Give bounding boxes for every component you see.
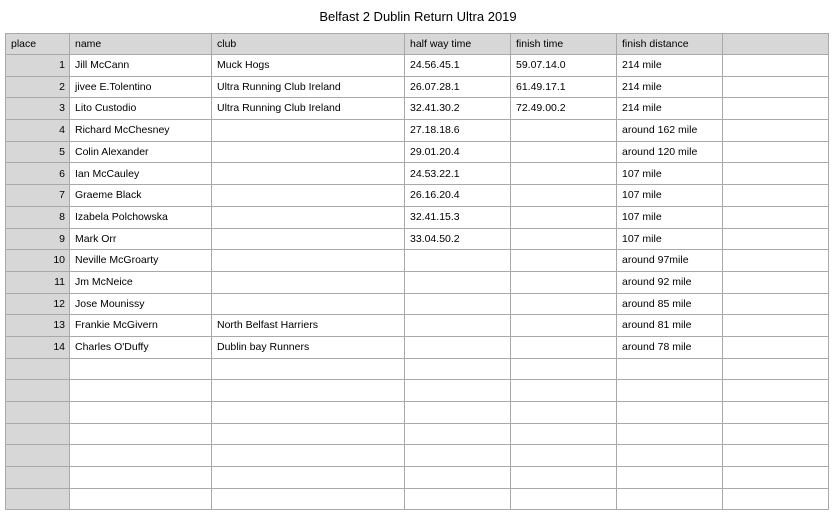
club-cell[interactable] [212, 163, 405, 185]
name-cell[interactable]: Lito Custodio [70, 98, 212, 120]
blank-cell[interactable] [70, 467, 212, 489]
blank-cell[interactable] [723, 228, 829, 250]
blank-cell[interactable] [617, 358, 723, 380]
half-way-time-cell[interactable]: 29.01.20.4 [405, 141, 511, 163]
half-way-time-cell[interactable]: 26.07.28.1 [405, 76, 511, 98]
blank-cell[interactable] [70, 488, 212, 510]
name-cell[interactable]: Jill McCann [70, 55, 212, 77]
empty-row [6, 423, 829, 445]
table-row [6, 271, 829, 293]
results-table [5, 33, 829, 510]
blank-cell[interactable] [70, 445, 212, 467]
header-row [6, 34, 829, 55]
table-row [6, 98, 829, 120]
club-cell[interactable] [212, 141, 405, 163]
name-cell[interactable]: Neville McGroarty [70, 250, 212, 272]
blank-cell[interactable] [511, 358, 617, 380]
table-row [6, 76, 829, 98]
half-way-time-cell[interactable]: 26.16.20.4 [405, 185, 511, 207]
table-row [6, 250, 829, 272]
blank-cell[interactable] [511, 488, 617, 510]
finish-time-cell[interactable]: 61.49.17.1 [511, 76, 617, 98]
blank-cell[interactable] [511, 467, 617, 489]
finish-distance-cell[interactable]: 214 mile [617, 55, 723, 77]
half-way-time-cell[interactable]: 24.53.22.1 [405, 163, 511, 185]
place-cell[interactable] [6, 445, 70, 467]
name-cell[interactable]: Ian McCauley [70, 163, 212, 185]
finish-time-cell[interactable] [511, 185, 617, 207]
blank-cell[interactable] [723, 467, 829, 489]
place-cell[interactable]: 7 [6, 185, 70, 207]
blank-cell[interactable] [723, 423, 829, 445]
finish-distance-cell[interactable]: 107 mile [617, 228, 723, 250]
table-row [6, 185, 829, 207]
finish-distance-cell[interactable]: around 78 mile [617, 336, 723, 358]
place-cell[interactable]: 14 [6, 336, 70, 358]
finish-distance-cell[interactable]: around 92 mile [617, 271, 723, 293]
column-header-finish-distance[interactable]: finish distance [617, 34, 723, 55]
finish-distance-cell[interactable]: around 81 mile [617, 315, 723, 337]
blank-cell[interactable] [405, 358, 511, 380]
blank-cell[interactable] [723, 445, 829, 467]
finish-distance-cell[interactable]: 214 mile [617, 98, 723, 120]
blank-cell[interactable] [405, 423, 511, 445]
place-cell[interactable]: 12 [6, 293, 70, 315]
finish-time-cell[interactable] [511, 336, 617, 358]
name-cell[interactable]: Izabela Polchowska [70, 206, 212, 228]
half-way-time-cell[interactable]: 32.41.15.3 [405, 206, 511, 228]
club-cell[interactable]: Dublin bay Runners [212, 336, 405, 358]
place-cell[interactable] [6, 467, 70, 489]
empty-row [6, 358, 829, 380]
place-cell[interactable] [6, 358, 70, 380]
blank-cell[interactable] [212, 445, 405, 467]
name-cell[interactable]: Jose Mounissy [70, 293, 212, 315]
blank-cell[interactable] [511, 445, 617, 467]
name-cell[interactable]: jivee E.Tolentino [70, 76, 212, 98]
club-cell[interactable]: North Belfast Harriers [212, 315, 405, 337]
blank-cell[interactable] [723, 315, 829, 337]
blank-cell[interactable] [212, 467, 405, 489]
finish-time-cell[interactable]: 72.49.00.2 [511, 98, 617, 120]
table-row [6, 293, 829, 315]
finish-distance-cell[interactable]: around 120 mile [617, 141, 723, 163]
empty-row [6, 380, 829, 402]
finish-time-cell[interactable] [511, 271, 617, 293]
blank-cell[interactable] [723, 98, 829, 120]
place-cell[interactable]: 11 [6, 271, 70, 293]
column-header-club[interactable]: club [212, 34, 405, 55]
blank-cell[interactable] [617, 467, 723, 489]
half-way-time-cell[interactable]: 27.18.18.6 [405, 120, 511, 142]
blank-cell[interactable] [723, 55, 829, 77]
blank-cell[interactable] [70, 380, 212, 402]
blank-cell[interactable] [212, 380, 405, 402]
club-cell[interactable] [212, 228, 405, 250]
blank-cell[interactable] [723, 488, 829, 510]
blank-cell[interactable] [511, 380, 617, 402]
blank-cell[interactable] [405, 380, 511, 402]
club-cell[interactable] [212, 120, 405, 142]
half-way-time-cell[interactable] [405, 315, 511, 337]
blank-cell[interactable] [212, 488, 405, 510]
blank-cell[interactable] [723, 76, 829, 98]
finish-time-cell[interactable] [511, 163, 617, 185]
finish-time-cell[interactable] [511, 141, 617, 163]
club-cell[interactable] [212, 271, 405, 293]
table-row [6, 55, 829, 77]
place-cell[interactable] [6, 402, 70, 424]
half-way-time-cell[interactable]: 24.56.45.1 [405, 55, 511, 77]
column-header-half-way-time[interactable]: half way time [405, 34, 511, 55]
finish-time-cell[interactable] [511, 293, 617, 315]
half-way-time-cell[interactable] [405, 250, 511, 272]
table-row [6, 315, 829, 337]
table-row [6, 163, 829, 185]
place-cell[interactable]: 8 [6, 206, 70, 228]
finish-distance-cell[interactable]: around 97mile [617, 250, 723, 272]
place-cell[interactable] [6, 488, 70, 510]
name-cell[interactable]: Frankie McGivern [70, 315, 212, 337]
half-way-time-cell[interactable]: 33.04.50.2 [405, 228, 511, 250]
table-body [6, 34, 829, 510]
club-cell[interactable] [212, 206, 405, 228]
blank-cell[interactable] [405, 445, 511, 467]
club-cell[interactable]: Ultra Running Club Ireland [212, 76, 405, 98]
table-row [6, 336, 829, 358]
name-cell[interactable]: Richard McChesney [70, 120, 212, 142]
half-way-time-cell[interactable] [405, 271, 511, 293]
place-cell[interactable]: 6 [6, 163, 70, 185]
column-header-name[interactable]: name [70, 34, 212, 55]
club-cell[interactable] [212, 250, 405, 272]
name-cell[interactable]: Mark Orr [70, 228, 212, 250]
blank-cell[interactable] [405, 467, 511, 489]
table-row [6, 228, 829, 250]
place-cell[interactable]: 10 [6, 250, 70, 272]
blank-cell[interactable] [723, 358, 829, 380]
page-title: Belfast 2 Dublin Return Ultra 2019 [319, 9, 517, 24]
half-way-time-cell[interactable] [405, 293, 511, 315]
place-cell[interactable] [6, 423, 70, 445]
finish-time-cell[interactable]: 59.07.14.0 [511, 55, 617, 77]
finish-distance-cell[interactable]: around 85 mile [617, 293, 723, 315]
blank-cell[interactable] [723, 163, 829, 185]
blank-cell[interactable] [70, 358, 212, 380]
place-cell[interactable]: 1 [6, 55, 70, 77]
name-cell[interactable]: Colin Alexander [70, 141, 212, 163]
place-cell[interactable]: 5 [6, 141, 70, 163]
finish-distance-cell[interactable]: 107 mile [617, 163, 723, 185]
club-cell[interactable]: Ultra Running Club Ireland [212, 98, 405, 120]
blank-cell[interactable] [723, 120, 829, 142]
place-cell[interactable]: 3 [6, 98, 70, 120]
finish-distance-cell[interactable]: 107 mile [617, 185, 723, 207]
half-way-time-cell[interactable]: 32.41.30.2 [405, 98, 511, 120]
blank-cell[interactable] [70, 402, 212, 424]
club-cell[interactable] [212, 185, 405, 207]
club-cell[interactable]: Muck Hogs [212, 55, 405, 77]
empty-row [6, 488, 829, 510]
name-cell[interactable]: Charles O'Duffy [70, 336, 212, 358]
column-header-finish-time[interactable]: finish time [511, 34, 617, 55]
empty-row [6, 467, 829, 489]
table-row [6, 120, 829, 142]
finish-time-cell[interactable] [511, 315, 617, 337]
blank-cell[interactable] [617, 445, 723, 467]
column-header-blank[interactable] [723, 34, 829, 55]
name-cell[interactable]: Graeme Black [70, 185, 212, 207]
blank-cell[interactable] [212, 423, 405, 445]
empty-row [6, 445, 829, 467]
table-row [6, 206, 829, 228]
finish-distance-cell[interactable]: around 162 mile [617, 120, 723, 142]
finish-distance-cell[interactable]: 107 mile [617, 206, 723, 228]
blank-cell[interactable] [511, 402, 617, 424]
blank-cell[interactable] [723, 206, 829, 228]
blank-cell[interactable] [723, 250, 829, 272]
blank-cell[interactable] [723, 402, 829, 424]
place-cell[interactable] [6, 380, 70, 402]
finish-time-cell[interactable] [511, 120, 617, 142]
blank-cell[interactable] [723, 141, 829, 163]
blank-cell[interactable] [511, 423, 617, 445]
finish-time-cell[interactable] [511, 206, 617, 228]
blank-cell[interactable] [212, 402, 405, 424]
finish-time-cell[interactable] [511, 228, 617, 250]
blank-cell[interactable] [723, 293, 829, 315]
blank-cell[interactable] [617, 402, 723, 424]
finish-distance-cell[interactable]: 214 mile [617, 76, 723, 98]
blank-cell[interactable] [617, 380, 723, 402]
blank-cell[interactable] [723, 271, 829, 293]
place-cell[interactable]: 2 [6, 76, 70, 98]
blank-cell[interactable] [212, 358, 405, 380]
blank-cell[interactable] [723, 185, 829, 207]
half-way-time-cell[interactable] [405, 336, 511, 358]
column-header-place[interactable]: place [6, 34, 70, 55]
place-cell[interactable]: 9 [6, 228, 70, 250]
finish-time-cell[interactable] [511, 250, 617, 272]
empty-row [6, 402, 829, 424]
place-cell[interactable]: 13 [6, 315, 70, 337]
place-cell[interactable]: 4 [6, 120, 70, 142]
blank-cell[interactable] [405, 402, 511, 424]
club-cell[interactable] [212, 293, 405, 315]
blank-cell[interactable] [617, 423, 723, 445]
name-cell[interactable]: Jm McNeice [70, 271, 212, 293]
table-row [6, 141, 829, 163]
blank-cell[interactable] [723, 336, 829, 358]
blank-cell[interactable] [723, 380, 829, 402]
blank-cell[interactable] [617, 488, 723, 510]
blank-cell[interactable] [405, 488, 511, 510]
blank-cell[interactable] [70, 423, 212, 445]
